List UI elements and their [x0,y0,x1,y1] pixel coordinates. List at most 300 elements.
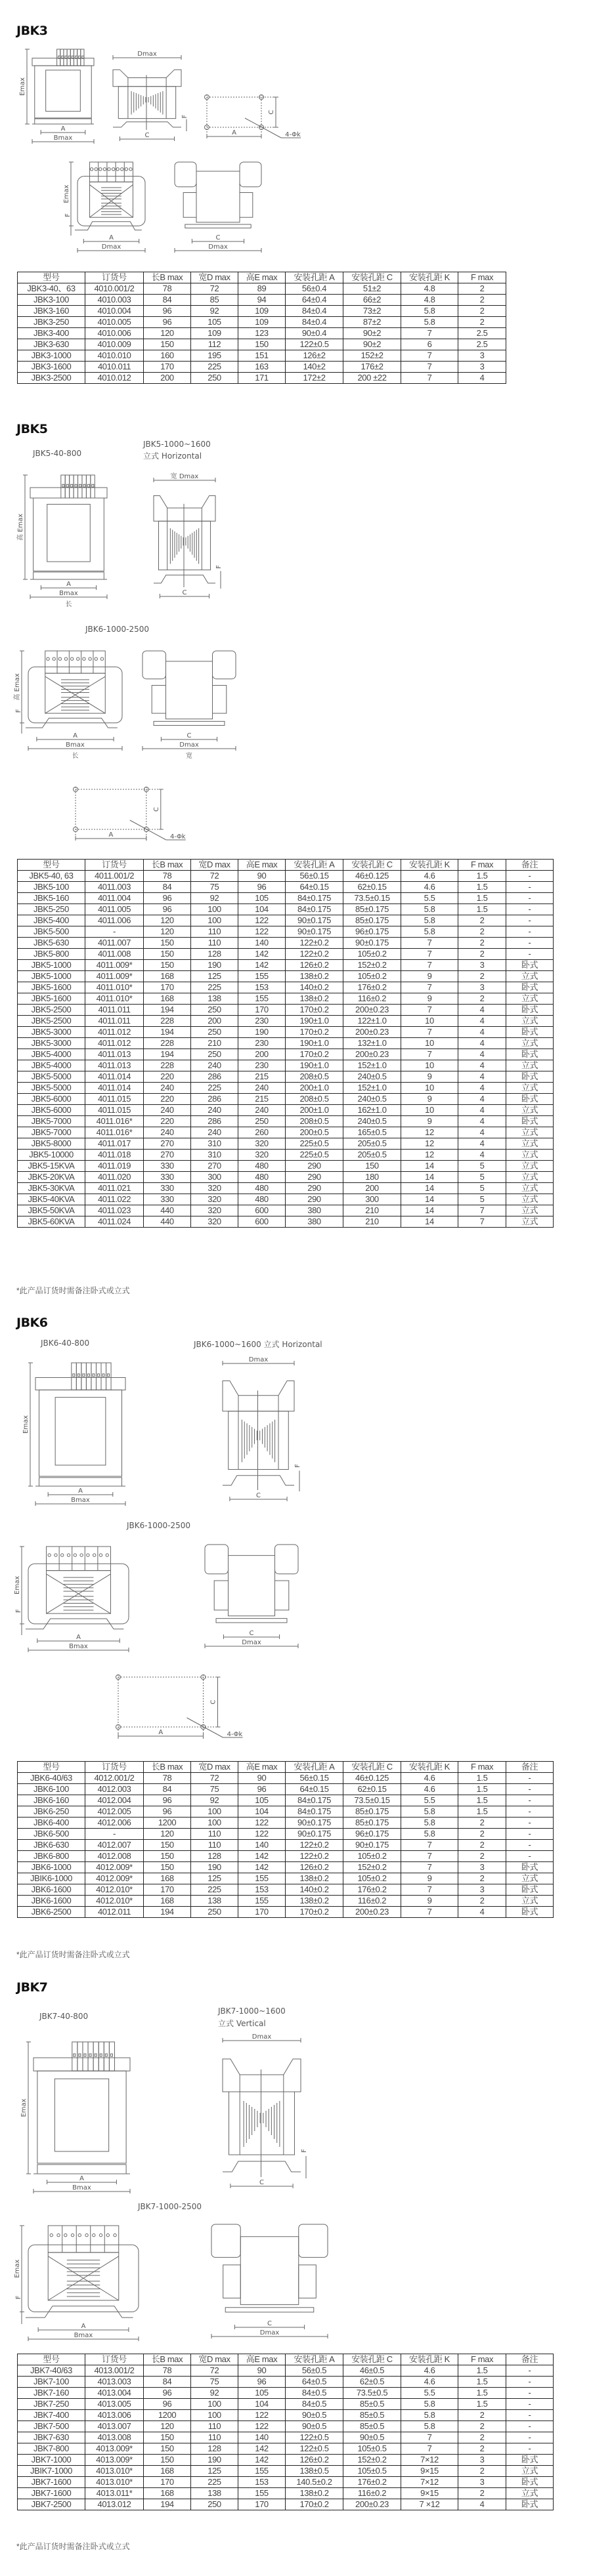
table-cell: 3 [458,982,506,993]
dimension-label: Dmax [101,243,121,251]
table-cell: 51±2 [343,283,401,295]
table-cell: 172±2 [286,373,343,384]
table-cell: 122±1.0 [343,1016,401,1027]
table-cell: 215 [238,1071,286,1083]
table-row [18,1205,554,1216]
dimension-label: Bmax [72,2184,91,2192]
table-cell: 4012.010* [85,1896,144,1907]
column-header: 安装孔距 K [401,860,458,871]
table-cell: JBK6-630 [18,1840,85,1851]
section-title-jbk6: JBK6 [16,1316,48,1330]
table-cell: 4010.010 [85,350,144,362]
table-cell: JBK3-250 [18,317,85,328]
table-cell: 2 [458,283,506,295]
table-cell: 90±0.175 [286,926,343,938]
table-cell: 4010.004 [85,306,144,317]
table-cell: 84 [144,295,191,306]
table-cell: 4 [458,1150,506,1161]
table-cell: JBK5-8000 [18,1138,85,1150]
table-row [18,373,506,384]
table-cell: 142 [238,1862,286,1873]
side-view-diagram [151,474,225,602]
section-title-jbk3: JBK3 [16,24,48,38]
table-cell: 90±2 [343,339,401,350]
table-cell: JBK6-1000 [18,1862,85,1873]
table-cell: 225 [191,982,238,993]
table-row [18,1873,554,1884]
table-row [18,2432,554,2443]
table-cell: 2 [458,926,506,938]
dimension-label: A [76,1634,81,1641]
table-cell: 90±0.5 [286,2410,343,2421]
table-cell: 4 [458,1049,506,1060]
table-cell: 286 [191,1071,238,1083]
table-row [18,283,506,295]
table-cell: - [506,1840,554,1851]
table-row [18,1172,554,1183]
table-header-row [18,2354,554,2365]
table-cell: 14 [401,1172,458,1183]
dimension-label: 宽 Dmax [170,473,199,480]
dimension-label: A [108,831,114,839]
table-cell: 152±2 [343,350,401,362]
table-cell: 128 [191,949,238,960]
table-cell: 4.6 [401,882,458,893]
table-cell: 14 [401,1205,458,1216]
table-cell: 240 [191,1060,238,1071]
table-cell: 290 [286,1194,343,1205]
table-cell: 46±0.125 [343,1773,401,1784]
table-cell: 87±2 [343,317,401,328]
table-row [18,306,506,317]
table-cell: 66±2 [343,295,401,306]
table-cell: 96 [144,1806,191,1818]
table-cell: 600 [238,1205,286,1216]
table-cell: 2 [458,1829,506,1840]
column-header: 高E max [238,272,286,283]
table-cell: 225±0.5 [286,1150,343,1161]
table-cell: 7 [401,2432,458,2443]
table-row [18,2421,554,2432]
table-cell: - [506,2365,554,2377]
table-cell: 290 [286,1172,343,1183]
table-row [18,328,506,339]
table-cell: 4.8 [401,295,458,306]
dimension-label: 长 [72,753,79,760]
table-cell: 6 [401,339,458,350]
table-cell: JBK6-1600 [18,1896,85,1907]
table-cell: 200 [238,1049,286,1060]
table-cell: 4013.009* [85,2443,144,2455]
table-cell: 194 [144,1005,191,1016]
table-cell: 9 [401,1094,458,1105]
table-cell: JBK3-400 [18,328,85,339]
front-view-diagram [20,2041,131,2195]
table-cell: 132±1.0 [343,1038,401,1049]
table-cell: 3 [458,1862,506,1873]
table-cell: 4010.006 [85,328,144,339]
table-cell: 2.5 [458,339,506,350]
table-cell: 122 [238,1829,286,1840]
table-cell: 94 [238,295,286,306]
table-cell: - [506,893,554,904]
table-cell: 116±0.2 [343,2488,401,2499]
table-cell: 240 [191,1105,238,1116]
table-row [18,1127,554,1138]
dimension-label: 4-Φk [285,131,301,138]
column-header: 安装孔距 C [343,2354,401,2365]
table-cell: JBK6-2500 [18,1907,85,1918]
table-cell: 1.5 [458,2399,506,2410]
table-cell: JBK5-40KVA [18,1194,85,1205]
table-cell: 4.6 [401,1784,458,1795]
table-cell: 320 [191,1183,238,1194]
table-cell: 5.8 [401,1806,458,1818]
diagram-caption: JBK6-1000~1600 立式 Horizontal [194,1340,322,1349]
table-cell: 250 [191,1907,238,1918]
dimension-label: C [267,2320,272,2327]
front-view-diagram [19,48,95,145]
table-cell: JBK5-1600 [18,982,85,993]
table-cell: 85±0.5 [343,2399,401,2410]
table-row [18,1216,554,1228]
footnote: *此产品订货时需备注卧式或立式 [16,2542,130,2551]
table-cell: 168 [144,993,191,1005]
table-cell: 7 [401,982,458,993]
table-cell: 170 [144,1884,191,1896]
table-cell: 4011.013 [85,1060,144,1071]
table-cell: 4013.008 [85,2432,144,2443]
table-cell: 126±0.2 [286,2455,343,2466]
table-cell: 7 [458,1216,506,1228]
table-cell: JBK5-50KVA [18,1205,85,1216]
table-cell: JBK3-160 [18,306,85,317]
dimension-label: 宽 [186,753,192,760]
table-cell: 4013.006 [85,2410,144,2421]
table-cell: 84±0.4 [286,306,343,317]
table-cell: 100 [191,904,238,915]
table-row [18,949,554,960]
table-cell: 150 [144,960,191,971]
table-cell: 立式 [506,1183,554,1194]
column-header: 订货号 [85,272,144,283]
table-cell: 170 [238,1005,286,1016]
table-cell: 卧式 [506,1027,554,1038]
table-cell: 150 [144,1862,191,1873]
table-cell: 200±1.0 [286,1083,343,1094]
table-cell: 85±0.175 [343,915,401,926]
table-cell: 85 [191,295,238,306]
table-cell: 72 [191,871,238,882]
table-cell: JBIK7-1000 [18,2466,85,2477]
table-cell: 4.6 [401,1773,458,1784]
table-cell: 4012.001/2 [85,1773,144,1784]
table-row [18,1773,554,1784]
table-cell: 4 [458,1105,506,1116]
table-cell: JBK3-2500 [18,373,85,384]
table-cell: 126±0.2 [286,960,343,971]
table-cell: 85±0.175 [343,904,401,915]
table-cell: JBIK6-1000 [18,1873,85,1884]
table-cell: 5.8 [401,2421,458,2432]
table-cell: 4011.015 [85,1105,144,1116]
table-cell: 142 [238,2443,286,2455]
table-cell: JBK5-1600 [18,993,85,1005]
column-header: 备注 [506,860,554,871]
table-cell: 4011.021 [85,1183,144,1194]
table-row [18,1795,554,1806]
table-cell: 7 [401,362,458,373]
table-cell: 150 [144,339,191,350]
table-cell: 290 [286,1183,343,1194]
table-row [18,2443,554,2455]
table-cell: 4 [458,1005,506,1016]
table-cell: 4012.009* [85,1873,144,1884]
dimension-label: A [158,1729,164,1736]
table-cell: 122±0.2 [286,949,343,960]
table-cell: 56±0.5 [286,2365,343,2377]
table-cell: JBK5-1000 [18,971,85,982]
table-cell: 14 [401,1194,458,1205]
table-cell: JBK6-40/63 [18,1773,85,1784]
table-cell: 4 [458,1027,506,1038]
table-cell: 170±0.2 [286,1027,343,1038]
table-cell: 190±1.0 [286,1060,343,1071]
table-cell: 90±0.175 [286,1829,343,1840]
table-cell: 84±0.175 [286,1795,343,1806]
table-cell: JBK5-5000 [18,1083,85,1094]
table-cell: 84 [144,882,191,893]
table-cell: 73±2 [343,306,401,317]
diagram-caption: JBK5-1000~1600 [143,440,211,449]
table-cell: 4010.009 [85,339,144,350]
table-cell: 9 [401,993,458,1005]
table-cell: 162±1.0 [343,1105,401,1116]
table-cell: JBK7-250 [18,2399,85,2410]
table-row [18,2388,554,2399]
table-cell: 110 [191,1829,238,1840]
table-cell: JBK5-7000 [18,1116,85,1127]
table-cell: 12 [401,1150,458,1161]
table-cell: - [506,1806,554,1818]
table-cell: 73.5±0.15 [343,893,401,904]
dimension-label: Emax [22,1415,30,1434]
table-cell: 2 [458,2421,506,2432]
table-cell: 150 [144,2443,191,2455]
table-cell: 1.5 [458,1795,506,1806]
dimension-label: A [66,581,71,588]
table-cell: 5.5 [401,2388,458,2399]
table-row [18,362,506,373]
table-cell: 168 [144,971,191,982]
table-cell: 140.5±0.2 [286,2477,343,2488]
table-cell: 3 [458,2455,506,2466]
table-cell: 4 [458,1083,506,1094]
dimension-label: C [152,807,160,812]
table-cell: 110 [191,2421,238,2432]
table-cell: 4013.003 [85,2377,144,2388]
table-row [18,915,554,926]
table-cell: 9 [401,971,458,982]
column-header: 订货号 [85,1762,144,1773]
table-cell: 9×15 [401,2488,458,2499]
table-cell: 230 [238,1016,286,1027]
side-view-diagram [202,1543,301,1650]
table-cell: 4011.008 [85,949,144,960]
table-cell: JBK7-40/63 [18,2365,85,2377]
table-cell: 立式 [506,1150,554,1161]
table-cell: - [506,2377,554,2388]
table-row [18,2399,554,2410]
table-cell: 卧式 [506,2455,554,2466]
table-cell: 310 [191,1138,238,1150]
table-cell: 7 [401,1851,458,1862]
table-cell: 2 [458,306,506,317]
side-view-diagram [209,2223,330,2340]
table-cell: 100 [191,2410,238,2421]
table-cell: 270 [144,1138,191,1150]
table-cell: 1.5 [458,882,506,893]
table-cell: 150 [144,1851,191,1862]
table-cell: 2 [458,971,506,982]
table-row [18,1851,554,1862]
table-cell: 10 [401,1083,458,1094]
table-cell: 46±0.125 [343,871,401,882]
side-view-diagram [220,2034,310,2192]
table-row [18,1161,554,1172]
table-row [18,993,554,1005]
table-cell: 64±0.4 [286,295,343,306]
table-cell: 152±0.2 [343,960,401,971]
column-header: 安装孔距 C [343,860,401,871]
table-cell: 96 [144,2399,191,2410]
table-cell: 2 [458,949,506,960]
table-cell: 90 [238,871,286,882]
table-cell: 4.8 [401,283,458,295]
spec-table-jbk3 [17,272,506,384]
table-cell: JBK5-800 [18,949,85,960]
table-cell: 卧式 [506,2499,554,2510]
table-cell: 230 [238,1038,286,1049]
table-cell: 142 [238,2455,286,2466]
table-cell: 480 [238,1183,286,1194]
table-cell: 220 [144,1071,191,1083]
table-cell: 170 [144,362,191,373]
mounting-hole-diagram [112,1672,259,1744]
table-cell: 250 [238,1116,286,1127]
table-row [18,1194,554,1205]
table-cell: 123 [238,328,286,339]
table-cell: 立式 [506,1896,554,1907]
dimension-label: A [73,732,77,739]
table-cell: - [506,1829,554,1840]
table-cell: 96 [144,1795,191,1806]
table-cell: 72 [191,2365,238,2377]
table-cell: 120 [144,915,191,926]
table-cell: 320 [238,1138,286,1150]
table-cell: 立式 [506,1205,554,1216]
table-cell: 4011.004 [85,893,144,904]
front-view-diagram [63,161,148,254]
table-cell: 105 [238,893,286,904]
table-cell: 5.8 [401,1829,458,1840]
section-title-jbk7: JBK7 [16,1980,48,1995]
table-cell: 240 [238,1105,286,1116]
table-cell: 1.5 [458,904,506,915]
dimension-label: Emax [19,77,26,96]
table-row [18,1071,554,1083]
table-cell: 105±0.5 [343,2443,401,2455]
table-cell: 200±0.23 [343,1005,401,1016]
table-cell: 4 [458,2499,506,2510]
table-cell: 90±0.5 [343,2432,401,2443]
table-cell: 330 [144,1172,191,1183]
dimension-label: F [181,114,188,119]
table-cell: JBK7-400 [18,2410,85,2421]
table-cell: 78 [144,1773,191,1784]
table-cell: 4011.023 [85,1205,144,1216]
table-cell: 卧式 [506,960,554,971]
table-cell: 205±0.5 [343,1138,401,1150]
table-cell: 卧式 [506,1907,554,1918]
table-cell: 120 [144,926,191,938]
table-cell: 200±0.23 [343,2499,401,2510]
dimension-label: Bmax [71,1497,90,1504]
table-cell: 110 [191,2432,238,2443]
table-cell: 5 [458,1161,506,1172]
table-cell: JBK7-630 [18,2432,85,2443]
table-cell: 205±0.5 [343,1150,401,1161]
table-cell: 4011.011 [85,1005,144,1016]
table-cell: 12 [401,1138,458,1150]
table-cell: JBK5-250 [18,904,85,915]
table-cell: 4011.016* [85,1127,144,1138]
section-title-jbk5: JBK5 [16,422,48,436]
table-cell: 138 [191,993,238,1005]
table-cell: 2 [458,2466,506,2477]
dimension-label: Dmax [248,1356,269,1363]
table-cell: 4011.013 [85,1049,144,1060]
dimension-label: A [60,125,66,133]
table-cell: 150 [144,938,191,949]
table-header-row [18,1762,554,1773]
table-cell: 84 [144,1784,191,1795]
table-cell: 2 [458,2443,506,2455]
table-cell: 90±0.175 [286,1818,343,1829]
table-cell: 171 [238,373,286,384]
table-cell: 4013.007 [85,2421,144,2432]
table-cell: 4012.003 [85,1784,144,1795]
dimension-label: A [79,2175,84,2182]
table-cell: 128 [191,1851,238,1862]
table-cell: 150 [238,339,286,350]
table-cell: 168 [144,2488,191,2499]
dimension-label: C [182,589,187,596]
table-cell: 151 [238,350,286,362]
table-cell: 190 [238,1027,286,1038]
table-cell: 96±0.175 [343,1829,401,1840]
table-cell: 210 [343,1216,401,1228]
table-cell: 84±0.175 [286,893,343,904]
dimension-label: C [144,132,150,139]
column-header: 备注 [506,2354,554,2365]
table-cell: 4012.011 [85,1907,144,1918]
dimension-label: C [259,2179,264,2186]
table-cell: 4011.009* [85,971,144,982]
table-cell: 46±0.5 [343,2365,401,2377]
dimension-label: Dmax [137,51,157,58]
table-row [18,1907,554,1918]
